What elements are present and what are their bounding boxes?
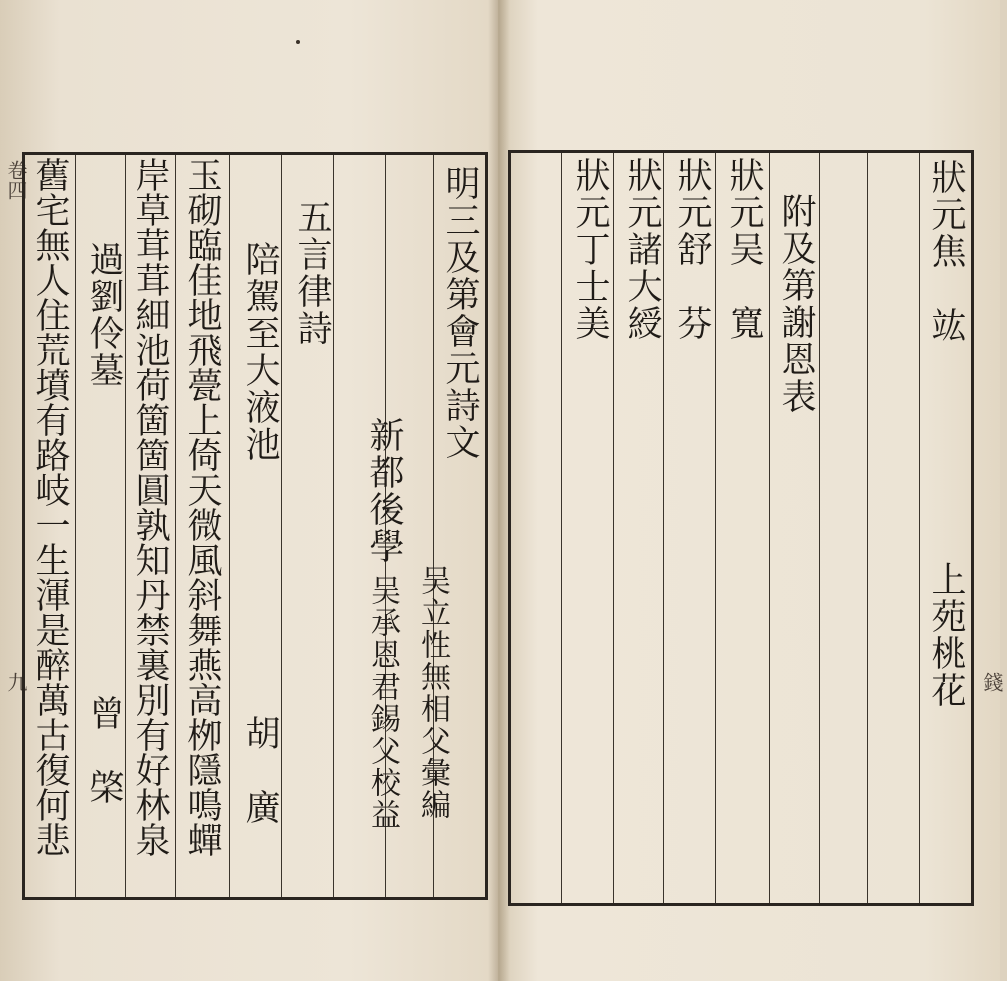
genre-heading: 五言律詩 — [292, 199, 332, 347]
column-rule — [663, 153, 664, 903]
poem-author: 曾 棨 — [84, 695, 124, 806]
column-rule — [769, 153, 770, 903]
toc-entry: 狀元丁士美 — [570, 157, 610, 342]
compiler-line: 吴立性無相父彙編 — [415, 565, 450, 821]
column-rule — [281, 155, 282, 897]
column-rule — [867, 153, 868, 903]
column-rule — [175, 155, 176, 897]
column-rule — [75, 155, 76, 897]
toc-entry: 狀元吴 寬 — [724, 157, 764, 342]
column-rule — [715, 153, 716, 903]
column-rule — [561, 153, 562, 903]
toc-entry: 狀元舒 芬 — [672, 157, 712, 342]
section-heading: 狀元焦 竑 — [926, 159, 966, 344]
book-gutter — [488, 0, 510, 981]
column-rule — [333, 155, 334, 897]
appendix-heading: 附及第謝恩表 — [776, 193, 816, 415]
left-text-frame — [22, 152, 488, 900]
poem-line: 玉砌臨佳地飛甍上倚天微風斜舞燕高栁隱鳴蟬 — [182, 157, 222, 857]
book-title: 明三及第會元詩文 — [440, 165, 480, 461]
right-text-frame — [508, 150, 974, 906]
column-rule — [229, 155, 230, 897]
margin-mark: 錢 — [980, 672, 1004, 692]
compiler-line: 吴承恩君錫父校益 — [365, 575, 400, 831]
column-rule — [919, 153, 920, 903]
poem-title: 上苑桃花 — [926, 561, 966, 709]
poem-title: 陪駕至大液池 — [240, 241, 280, 463]
margin-chapter-mark: 卷四 — [4, 160, 28, 200]
column-rule — [819, 153, 820, 903]
toc-entry: 狀元諸大綬 — [622, 157, 662, 342]
poem-author: 胡 廣 — [240, 715, 280, 826]
column-rule — [613, 153, 614, 903]
margin-page-number: 九 — [4, 672, 28, 692]
compiler-line: 新都後學 — [364, 417, 404, 565]
poem-line: 岸草茸茸細池荷箇箇圓孰知丹禁裏別有好林泉 — [130, 157, 170, 857]
poem-line: 舊宅無人住荒墳有路岐一生渾是醉萬古復何悲 — [30, 157, 70, 857]
ink-speck — [296, 40, 300, 44]
poem-title: 過劉伶墓 — [84, 241, 124, 389]
column-rule — [125, 155, 126, 897]
